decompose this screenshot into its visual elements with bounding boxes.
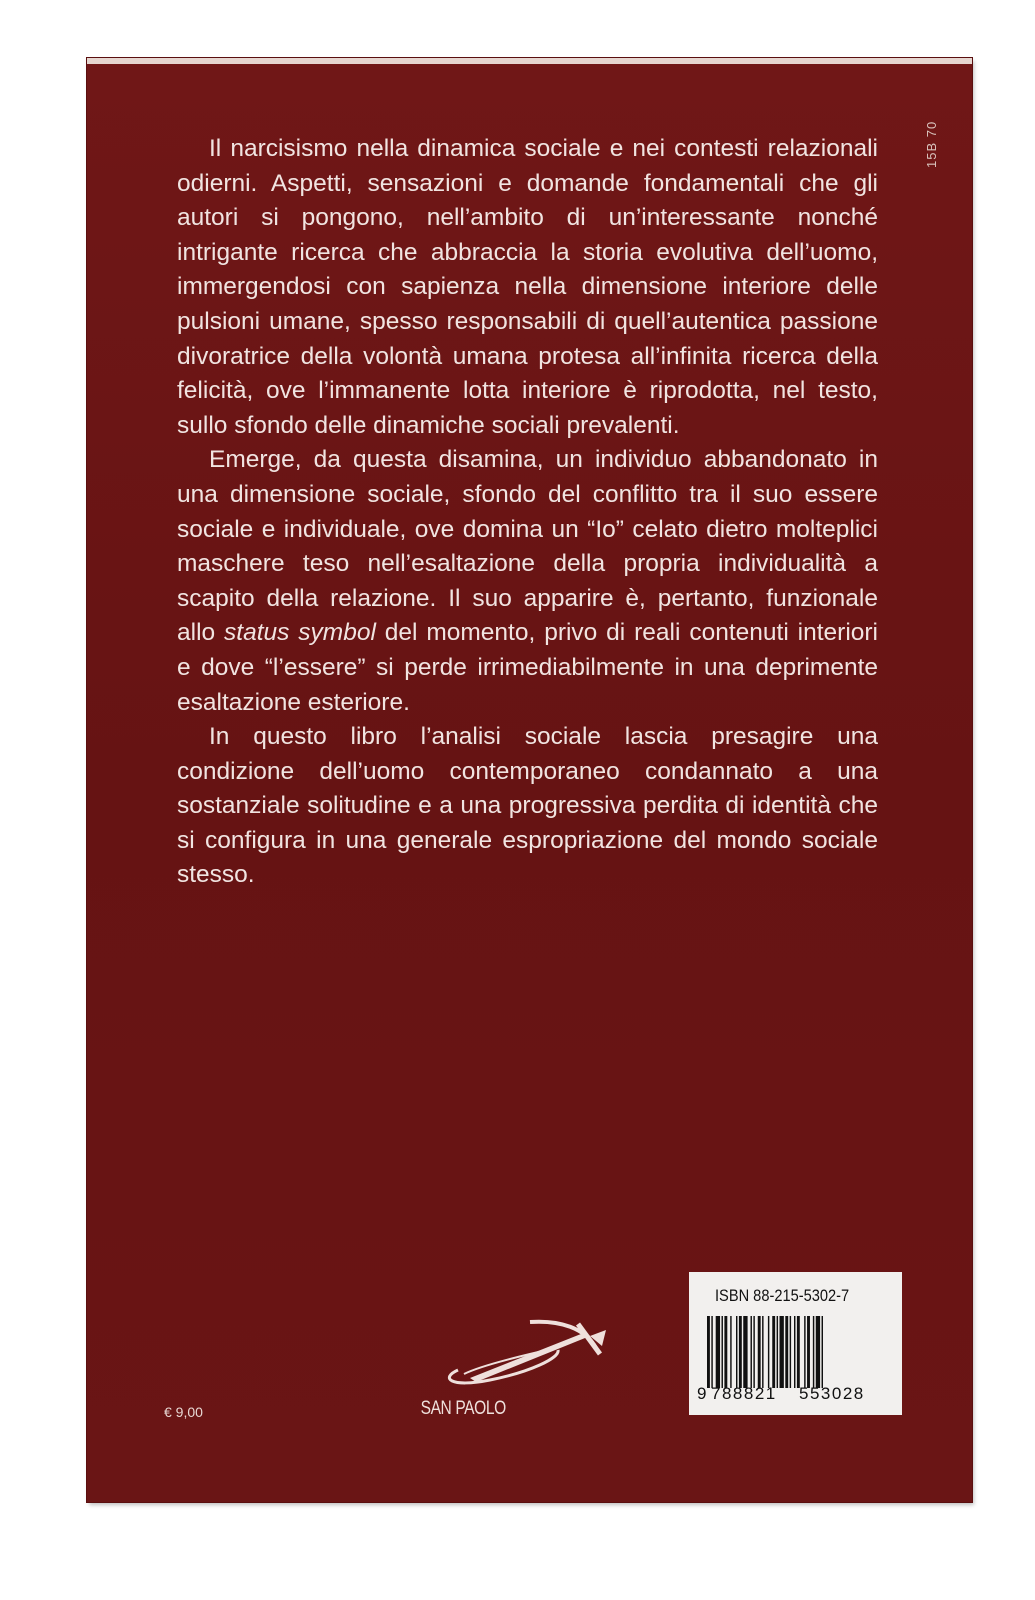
- blurb-paragraph-2-end: del momento, privo di reali contenuti interiori e dove “l’essere” si perde irrimediabilmente in una deprimente esaltazione esteriore.: [177, 619, 878, 716]
- blurb-text: [177, 132, 878, 893]
- barcode-digits-left: 788821: [711, 1384, 777, 1403]
- publisher-name: SAN PAOLO: [420, 1398, 506, 1419]
- barcode-digit-first: 9: [697, 1384, 707, 1403]
- blurb-paragraph-2: [177, 443, 878, 720]
- blurb-paragraph-1: Il narcisismo nella dinamica sociale e nei contesti relazionali odierni. Aspetti, sensazioni e domande fondamentali che gli autori si pongono, nell’ambito di un’interessante nonché intrigante ricerca che abbraccia la storia evolutiva dell’uomo, immergendosi con sapienza nella dimensione interiore delle pulsioni umane, spesso responsabili di quell’autentica passione divoratrice della volontà umana protesa all’infinita ricerca della felicità, ove l’immanente lotta interiore è riprodotta, nel testo, sullo sfondo delle dinamiche sociali prevalenti.: [177, 135, 878, 439]
- blurb-italic-term: status symbol: [224, 619, 376, 647]
- blurb-paragraph-2-start: Emerge, da questa disamina, un individuo abbandonato in una dimensione sociale, sfondo del conflitto tra il suo essere sociale e individuale, ove domina un “Io” celato dietro molteplici maschere teso nell’esaltazione della propria individualità a scapito della relazione. Il suo apparire è, pertanto, funzionale allo: [177, 446, 878, 647]
- barcode-icon: [705, 1316, 885, 1388]
- isbn-barcode-label: [689, 1272, 902, 1415]
- price-label: € 9,00: [164, 1404, 203, 1420]
- san-paolo-sword-logo-icon: [410, 1318, 630, 1398]
- spine-code: 15B 70: [924, 120, 939, 168]
- barcode-digits-right: 553028: [799, 1384, 865, 1403]
- blurb-paragraph-3: In questo libro l’analisi sociale lascia presagire una condizione dell’uomo contemporaneo condannato a una sostanziale solitudine e a una progressiva perdita di identità che si configura in una generale espropriazione del mondo sociale stesso.: [177, 723, 878, 889]
- barcode-digits: [697, 1384, 897, 1404]
- isbn-number: ISBN 88-215-5302-7: [715, 1286, 850, 1305]
- publisher-mark: [410, 1318, 630, 1428]
